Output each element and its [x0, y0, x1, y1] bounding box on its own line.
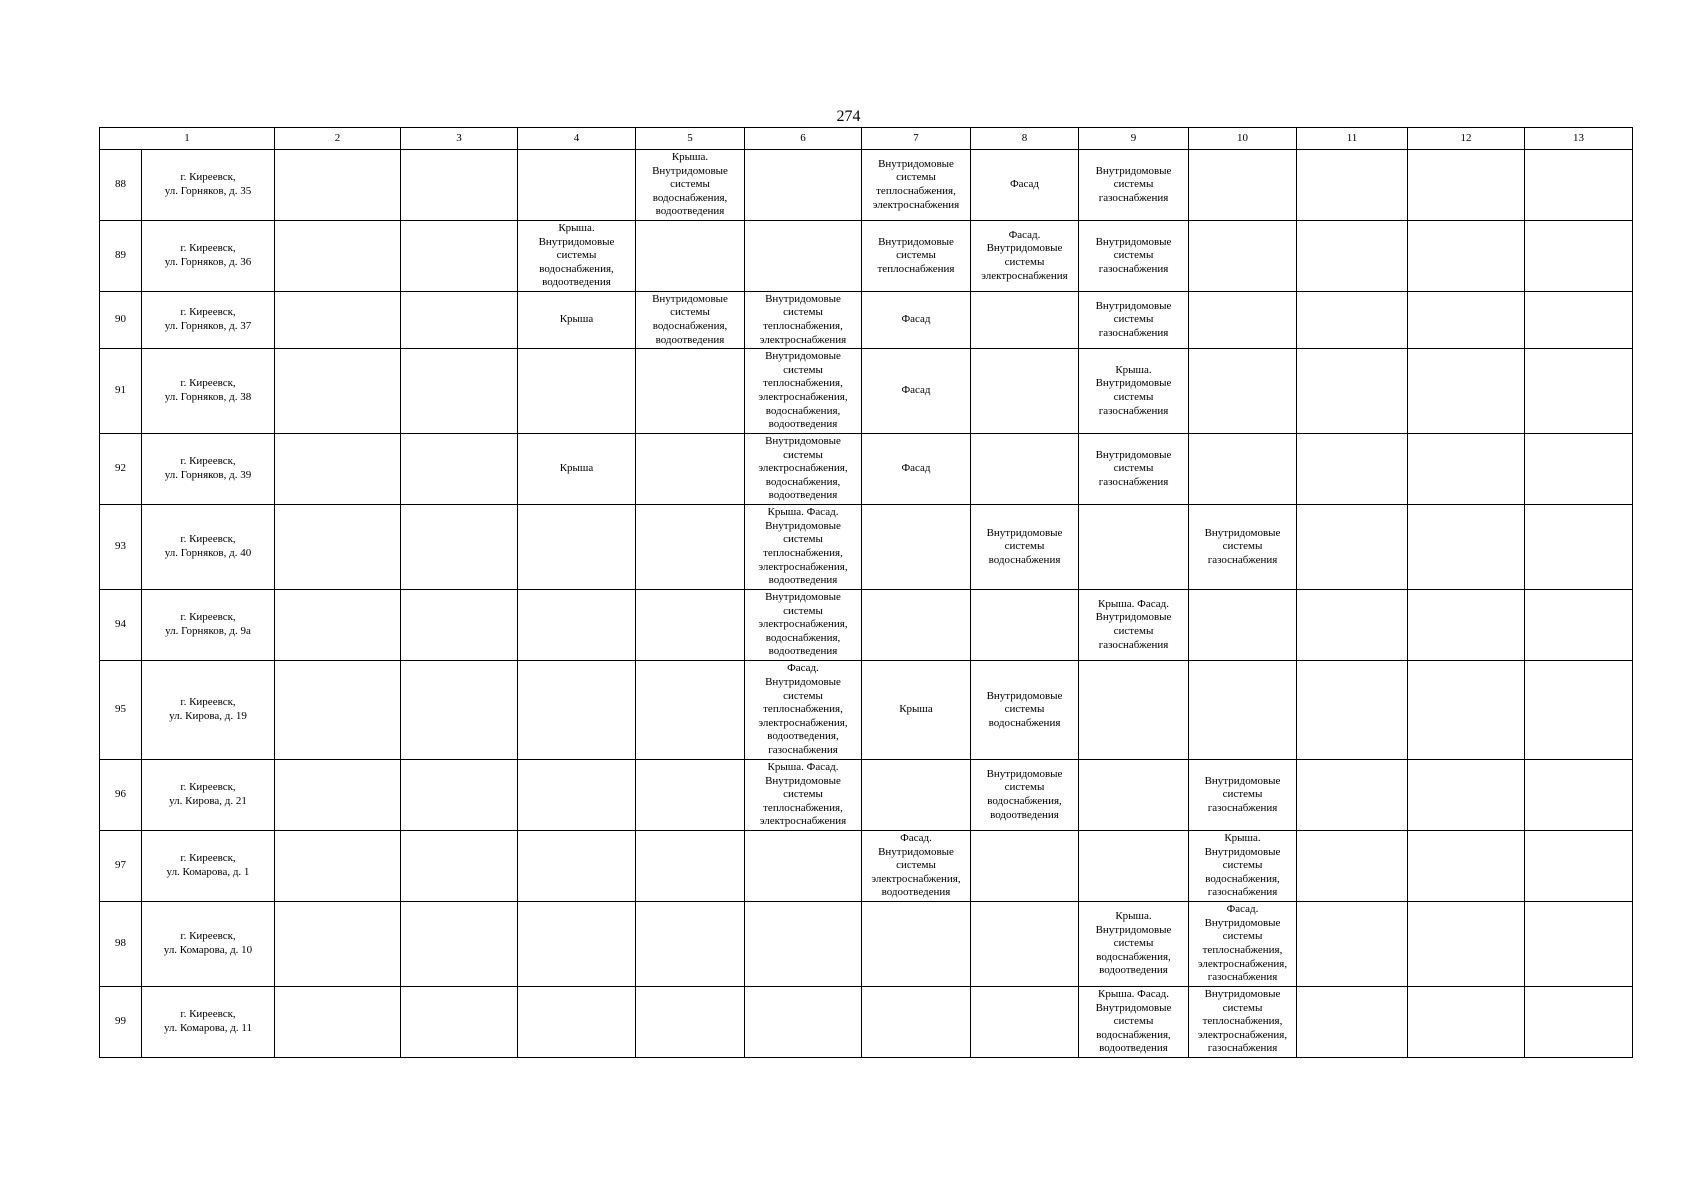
- work-cell-col-10: [1189, 434, 1297, 505]
- work-cell-col-10: [1189, 661, 1297, 760]
- column-number-header: 10: [1189, 128, 1297, 150]
- address-cell: г. Киреевск, ул. Горняков, д. 40: [142, 505, 275, 590]
- work-cell-col-8: [971, 434, 1079, 505]
- work-cell-col-8: Фасад. Внутридомовые системы электроснабжения: [971, 221, 1079, 292]
- column-number-header: 4: [518, 128, 636, 150]
- work-cell-col-12: [1408, 760, 1525, 831]
- row-number-cell: 94: [100, 590, 142, 661]
- work-cell-col-7: [862, 902, 971, 987]
- work-cell-col-10: Внутридомовые системы теплоснабжения, электроснабжения, газоснабжения: [1189, 987, 1297, 1058]
- work-cell-col-13: [1525, 150, 1633, 221]
- table-row: [100, 661, 1633, 760]
- work-cell-col-8: Фасад: [971, 150, 1079, 221]
- work-cell-col-9: Крыша. Внутридомовые системы водоснабжения, водоотведения: [1079, 902, 1189, 987]
- work-cell-col-7: Внутридомовые системы теплоснабжения, электроснабжения: [862, 150, 971, 221]
- work-cell-col-13: [1525, 902, 1633, 987]
- work-cell-col-12: [1408, 661, 1525, 760]
- address-cell: г. Киреевск, ул. Кирова, д. 19: [142, 661, 275, 760]
- work-cell-col-5: [636, 349, 745, 434]
- work-cell-col-6: [745, 150, 862, 221]
- work-cell-col-5: Крыша. Внутридомовые системы водоснабжения, водоотведения: [636, 150, 745, 221]
- work-cell-col-12: [1408, 505, 1525, 590]
- work-cell-col-3: [401, 221, 518, 292]
- work-cell-col-11: [1297, 221, 1408, 292]
- work-cell-col-7: Внутридомовые системы теплоснабжения: [862, 221, 971, 292]
- table-row: [100, 902, 1633, 987]
- work-cell-col-4: [518, 150, 636, 221]
- work-cell-col-9: Крыша. Внутридомовые системы газоснабжения: [1079, 349, 1189, 434]
- table-row: [100, 987, 1633, 1058]
- work-cell-col-6: Фасад. Внутридомовые системы теплоснабжения, электроснабжения, водоотведения, газоснабжения: [745, 661, 862, 760]
- row-number-cell: 89: [100, 221, 142, 292]
- work-cell-col-4: Крыша: [518, 292, 636, 349]
- work-cell-col-4: Крыша. Внутридомовые системы водоснабжения, водоотведения: [518, 221, 636, 292]
- address-cell: г. Киреевск, ул. Горняков, д. 38: [142, 349, 275, 434]
- work-cell-col-6: Крыша. Фасад. Внутридомовые системы теплоснабжения, электроснабжения: [745, 760, 862, 831]
- work-cell-col-7: Фасад. Внутридомовые системы электроснабжения, водоотведения: [862, 831, 971, 902]
- work-cell-col-9: Внутридомовые системы газоснабжения: [1079, 292, 1189, 349]
- work-cell-col-3: [401, 150, 518, 221]
- work-cell-col-12: [1408, 902, 1525, 987]
- table-row: [100, 760, 1633, 831]
- work-cell-col-5: [636, 987, 745, 1058]
- work-cell-col-6: [745, 987, 862, 1058]
- work-cell-col-7: [862, 987, 971, 1058]
- work-cell-col-5: [636, 590, 745, 661]
- work-cell-col-3: [401, 434, 518, 505]
- work-cell-col-9: Внутридомовые системы газоснабжения: [1079, 434, 1189, 505]
- row-number-cell: 99: [100, 987, 142, 1058]
- work-cell-col-13: [1525, 292, 1633, 349]
- column-number-header-row: [100, 128, 1633, 150]
- work-cell-col-6: [745, 902, 862, 987]
- row-number-cell: 96: [100, 760, 142, 831]
- work-cell-col-11: [1297, 349, 1408, 434]
- work-cell-col-4: [518, 590, 636, 661]
- work-cell-col-3: [401, 831, 518, 902]
- table-body: [100, 128, 1633, 1058]
- address-cell: г. Киреевск, ул. Комарова, д. 11: [142, 987, 275, 1058]
- work-cell-col-9: Внутридомовые системы газоснабжения: [1079, 221, 1189, 292]
- work-cell-col-10: Фасад. Внутридомовые системы теплоснабжения, электроснабжения, газоснабжения: [1189, 902, 1297, 987]
- work-cell-col-11: [1297, 292, 1408, 349]
- work-cell-col-5: [636, 661, 745, 760]
- work-cell-col-4: [518, 661, 636, 760]
- work-cell-col-3: [401, 349, 518, 434]
- work-cell-col-9: Крыша. Фасад. Внутридомовые системы водоснабжения, водоотведения: [1079, 987, 1189, 1058]
- address-cell: г. Киреевск, ул. Горняков, д. 9а: [142, 590, 275, 661]
- work-cell-col-12: [1408, 349, 1525, 434]
- table-row: [100, 150, 1633, 221]
- work-cell-col-13: [1525, 349, 1633, 434]
- work-cell-col-10: Крыша. Внутридомовые системы водоснабжения, газоснабжения: [1189, 831, 1297, 902]
- work-cell-col-7: Фасад: [862, 434, 971, 505]
- work-cell-col-13: [1525, 590, 1633, 661]
- row-number-cell: 91: [100, 349, 142, 434]
- address-cell: г. Киреевск, ул. Горняков, д. 36: [142, 221, 275, 292]
- work-cell-col-11: [1297, 831, 1408, 902]
- work-cell-col-6: Внутридомовые системы электроснабжения, водоснабжения, водоотведения: [745, 590, 862, 661]
- address-cell: г. Киреевск, ул. Горняков, д. 35: [142, 150, 275, 221]
- work-cell-col-4: Крыша: [518, 434, 636, 505]
- work-cell-col-6: [745, 221, 862, 292]
- work-cell-col-5: [636, 505, 745, 590]
- row-number-cell: 93: [100, 505, 142, 590]
- column-number-header: 1: [100, 128, 275, 150]
- work-cell-col-8: Внутридомовые системы водоснабжения: [971, 505, 1079, 590]
- address-cell: г. Киреевск, ул. Комарова, д. 1: [142, 831, 275, 902]
- work-cell-col-2: [275, 661, 401, 760]
- work-cell-col-2: [275, 505, 401, 590]
- work-cell-col-4: [518, 987, 636, 1058]
- work-cell-col-2: [275, 760, 401, 831]
- work-cell-col-2: [275, 150, 401, 221]
- work-cell-col-5: [636, 831, 745, 902]
- work-cell-col-10: Внутридомовые системы газоснабжения: [1189, 760, 1297, 831]
- work-cell-col-10: [1189, 292, 1297, 349]
- work-cell-col-12: [1408, 292, 1525, 349]
- work-cell-col-7: [862, 590, 971, 661]
- work-cell-col-6: [745, 831, 862, 902]
- work-cell-col-10: Внутридомовые системы газоснабжения: [1189, 505, 1297, 590]
- work-cell-col-13: [1525, 831, 1633, 902]
- table-row: [100, 349, 1633, 434]
- work-cell-col-6: Внутридомовые системы теплоснабжения, электроснабжения, водоснабжения, водоотведения: [745, 349, 862, 434]
- work-cell-col-5: [636, 902, 745, 987]
- work-cell-col-9: [1079, 505, 1189, 590]
- column-number-header: 11: [1297, 128, 1408, 150]
- work-cell-col-8: [971, 987, 1079, 1058]
- work-cell-col-11: [1297, 590, 1408, 661]
- work-cell-col-10: [1189, 590, 1297, 661]
- work-cell-col-8: [971, 590, 1079, 661]
- work-cell-col-2: [275, 434, 401, 505]
- address-cell: г. Киреевск, ул. Комарова, д. 10: [142, 902, 275, 987]
- work-cell-col-13: [1525, 760, 1633, 831]
- work-cell-col-12: [1408, 434, 1525, 505]
- work-cell-col-8: [971, 902, 1079, 987]
- work-cell-col-11: [1297, 902, 1408, 987]
- work-cell-col-12: [1408, 987, 1525, 1058]
- work-cell-col-7: [862, 760, 971, 831]
- work-cell-col-4: [518, 349, 636, 434]
- work-cell-col-13: [1525, 661, 1633, 760]
- work-cell-col-3: [401, 987, 518, 1058]
- work-cell-col-13: [1525, 505, 1633, 590]
- table-row: [100, 292, 1633, 349]
- column-number-header: 5: [636, 128, 745, 150]
- work-cell-col-8: [971, 349, 1079, 434]
- work-cell-col-6: Внутридомовые системы теплоснабжения, электроснабжения: [745, 292, 862, 349]
- row-number-cell: 88: [100, 150, 142, 221]
- work-cell-col-8: [971, 831, 1079, 902]
- work-cell-col-8: [971, 292, 1079, 349]
- work-cell-col-3: [401, 902, 518, 987]
- work-cell-col-7: Фасад: [862, 292, 971, 349]
- work-cell-col-7: Крыша: [862, 661, 971, 760]
- table-row: [100, 831, 1633, 902]
- work-cell-col-5: Внутридомовые системы водоснабжения, водоотведения: [636, 292, 745, 349]
- work-cell-col-7: Фасад: [862, 349, 971, 434]
- address-cell: г. Киреевск, ул. Кирова, д. 21: [142, 760, 275, 831]
- column-number-header: 6: [745, 128, 862, 150]
- work-cell-col-3: [401, 590, 518, 661]
- column-number-header: 12: [1408, 128, 1525, 150]
- work-cell-col-10: [1189, 349, 1297, 434]
- row-number-cell: 98: [100, 902, 142, 987]
- work-cell-col-11: [1297, 760, 1408, 831]
- work-cell-col-12: [1408, 150, 1525, 221]
- address-cell: г. Киреевск, ул. Горняков, д. 37: [142, 292, 275, 349]
- work-cell-col-13: [1525, 434, 1633, 505]
- work-cell-col-4: [518, 902, 636, 987]
- work-cell-col-4: [518, 760, 636, 831]
- work-cell-col-4: [518, 505, 636, 590]
- work-cell-col-13: [1525, 987, 1633, 1058]
- work-cell-col-5: [636, 760, 745, 831]
- repair-schedule-table: [99, 127, 1633, 1058]
- work-cell-col-2: [275, 831, 401, 902]
- column-number-header: 8: [971, 128, 1079, 150]
- row-number-cell: 97: [100, 831, 142, 902]
- row-number-cell: 92: [100, 434, 142, 505]
- work-cell-col-9: [1079, 661, 1189, 760]
- work-cell-col-11: [1297, 505, 1408, 590]
- work-cell-col-9: Крыша. Фасад. Внутридомовые системы газоснабжения: [1079, 590, 1189, 661]
- column-number-header: 3: [401, 128, 518, 150]
- work-cell-col-3: [401, 661, 518, 760]
- table-row: [100, 221, 1633, 292]
- table-row: [100, 505, 1633, 590]
- work-cell-col-5: [636, 221, 745, 292]
- column-number-header: 7: [862, 128, 971, 150]
- work-cell-col-2: [275, 902, 401, 987]
- work-cell-col-12: [1408, 221, 1525, 292]
- table-row: [100, 590, 1633, 661]
- work-cell-col-11: [1297, 987, 1408, 1058]
- work-cell-col-8: Внутридомовые системы водоснабжения: [971, 661, 1079, 760]
- work-cell-col-2: [275, 349, 401, 434]
- work-cell-col-2: [275, 987, 401, 1058]
- column-number-header: 9: [1079, 128, 1189, 150]
- work-cell-col-3: [401, 760, 518, 831]
- work-cell-col-9: Внутридомовые системы газоснабжения: [1079, 150, 1189, 221]
- work-cell-col-4: [518, 831, 636, 902]
- table-row: [100, 434, 1633, 505]
- work-cell-col-9: [1079, 831, 1189, 902]
- work-cell-col-8: Внутридомовые системы водоснабжения, водоотведения: [971, 760, 1079, 831]
- work-cell-col-2: [275, 590, 401, 661]
- work-cell-col-10: [1189, 150, 1297, 221]
- work-cell-col-9: [1079, 760, 1189, 831]
- work-cell-col-2: [275, 292, 401, 349]
- work-cell-col-11: [1297, 661, 1408, 760]
- page-number: 274: [836, 108, 861, 125]
- row-number-cell: 90: [100, 292, 142, 349]
- column-number-header: 13: [1525, 128, 1633, 150]
- work-cell-col-11: [1297, 434, 1408, 505]
- work-cell-col-12: [1408, 831, 1525, 902]
- work-cell-col-11: [1297, 150, 1408, 221]
- work-cell-col-7: [862, 505, 971, 590]
- work-cell-col-6: Крыша. Фасад. Внутридомовые системы теплоснабжения, электроснабжения, водоотведения: [745, 505, 862, 590]
- column-number-header: 2: [275, 128, 401, 150]
- work-cell-col-13: [1525, 221, 1633, 292]
- work-cell-col-3: [401, 292, 518, 349]
- address-cell: г. Киреевск, ул. Горняков, д. 39: [142, 434, 275, 505]
- work-cell-col-12: [1408, 590, 1525, 661]
- work-cell-col-2: [275, 221, 401, 292]
- row-number-cell: 95: [100, 661, 142, 760]
- work-cell-col-10: [1189, 221, 1297, 292]
- work-cell-col-6: Внутридомовые системы электроснабжения, водоснабжения, водоотведения: [745, 434, 862, 505]
- work-cell-col-3: [401, 505, 518, 590]
- work-cell-col-5: [636, 434, 745, 505]
